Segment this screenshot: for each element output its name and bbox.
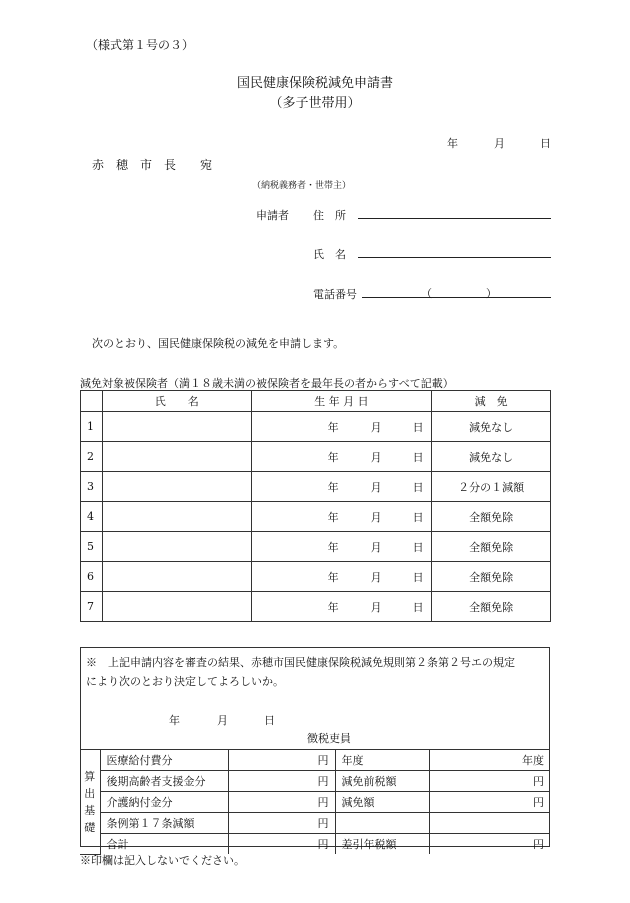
tax-officer-label: 徴税吏員 [307, 732, 351, 745]
calc-row [80, 813, 550, 834]
table1-caption: 減免対象被保険者（満１８歳未満の被保険者を最年長の者からすべて記載） [80, 377, 454, 390]
reduction-cell: 減免なし [432, 412, 551, 442]
table-row [81, 562, 551, 592]
reduction-cell: 全額免除 [432, 502, 551, 532]
document-title: 国民健康保険税減免申請書 [236, 76, 393, 91]
table-row [81, 472, 551, 502]
calc-amount[interactable]: 円 [429, 792, 550, 813]
reduction-cell: 減免なし [432, 442, 551, 472]
row-number: 5 [81, 532, 103, 562]
name-cell[interactable] [102, 412, 251, 442]
phone-close-paren: ） [486, 287, 497, 300]
reduction-cell: 全額免除 [432, 532, 551, 562]
calc-label: 後期高齢者支援金分 [100, 771, 228, 792]
reduction-cell: 全額免除 [432, 562, 551, 592]
name-cell[interactable] [102, 592, 251, 622]
calc-label: 減免前税額 [335, 771, 429, 792]
row-number: 1 [81, 412, 103, 442]
address-label: 住 所 [313, 209, 346, 222]
birthdate-cell[interactable]: 年 月 日 [251, 532, 432, 562]
phone-field[interactable] [362, 297, 551, 298]
calc-row [80, 834, 550, 855]
header-name: 氏 名 [102, 391, 251, 412]
footer-note: ※印欄は記入しないでください。 [80, 854, 245, 867]
calc-label: 条例第１７条減額 [100, 813, 228, 834]
calc-amount[interactable]: 円 [429, 834, 550, 855]
header-number [81, 391, 103, 412]
calc-label: 介護納付金分 [100, 792, 228, 813]
insured-persons-table [80, 390, 551, 622]
table-row [81, 592, 551, 622]
row-number: 6 [81, 562, 103, 592]
name-cell[interactable] [102, 562, 251, 592]
calc-row [80, 771, 550, 792]
phone-open-paren: （ [421, 287, 432, 300]
name-cell[interactable] [102, 472, 251, 502]
calc-amount[interactable]: 円 [228, 792, 335, 813]
taxpayer-note: （納税義務者・世帯主） [252, 181, 352, 191]
reduction-cell: ２分の１減額 [432, 472, 551, 502]
calc-label: 医療給付費分 [100, 750, 228, 771]
table-header-row [81, 391, 551, 412]
name-label: 氏 名 [313, 248, 346, 261]
header-reduction: 減 免 [432, 391, 551, 412]
calc-label: 年度 [335, 750, 429, 771]
birthdate-cell[interactable]: 年 月 日 [251, 442, 432, 472]
calc-row [80, 750, 550, 771]
birthdate-cell[interactable]: 年 月 日 [251, 472, 432, 502]
calc-label: 差引年税額 [335, 834, 429, 855]
calc-amount[interactable]: 円 [429, 771, 550, 792]
name-cell[interactable] [102, 532, 251, 562]
application-year-label: 年 [447, 137, 458, 150]
calc-amount[interactable]: 円 [228, 750, 335, 771]
calc-amount[interactable]: 円 [228, 771, 335, 792]
phone-label: 電話番号 [313, 288, 357, 301]
table-row [81, 532, 551, 562]
name-field[interactable] [358, 257, 551, 258]
calc-label [335, 813, 429, 834]
calculation-table [80, 749, 550, 855]
applicant-label: 申請者 [256, 209, 289, 222]
reduction-cell: 全額免除 [432, 592, 551, 622]
birthdate-cell[interactable]: 年 月 日 [251, 502, 432, 532]
calc-amount[interactable]: 円 [228, 813, 335, 834]
calc-label: 合計 [100, 834, 228, 855]
birthdate-cell[interactable]: 年 月 日 [251, 412, 432, 442]
addressee: 赤 穂 市 長 宛 [92, 158, 213, 172]
form-number: （様式第１号の３） [86, 38, 195, 52]
fiscal-year-value[interactable]: 年度 [429, 750, 550, 771]
name-cell[interactable] [102, 502, 251, 532]
header-birthdate: 生 年 月 日 [251, 391, 432, 412]
table-row [81, 502, 551, 532]
calc-amount[interactable]: 円 [228, 834, 335, 855]
row-number: 7 [81, 592, 103, 622]
request-text: 次のとおり、国民健康保険税の減免を申請します。 [92, 337, 345, 350]
application-month-label: 月 [494, 137, 505, 150]
decision-year-label: 年 [169, 714, 180, 727]
table-row [81, 442, 551, 472]
calculation-basis-label: 算 出 基 礎 [80, 750, 100, 855]
table-row [81, 412, 551, 442]
birthdate-cell[interactable]: 年 月 日 [251, 562, 432, 592]
calc-label: 減免額 [335, 792, 429, 813]
decision-day-label: 日 [264, 714, 275, 727]
row-number: 4 [81, 502, 103, 532]
address-field[interactable] [358, 218, 551, 219]
calc-blank [429, 813, 550, 834]
birthdate-cell[interactable]: 年 月 日 [251, 592, 432, 622]
decision-text-line1: ※ 上記申請内容を審査の結果、赤穂市国民健康保険税減免規則第２条第２号エの規定 [86, 656, 515, 669]
calc-row [80, 792, 550, 813]
document-subtitle: （多子世帯用） [269, 96, 361, 111]
row-number: 3 [81, 472, 103, 502]
row-number: 2 [81, 442, 103, 472]
decision-text-line2: により次のとおり決定してよろしいか。 [86, 675, 284, 688]
decision-month-label: 月 [217, 714, 228, 727]
application-day-label: 日 [540, 137, 551, 150]
name-cell[interactable] [102, 442, 251, 472]
decision-box [80, 647, 550, 851]
